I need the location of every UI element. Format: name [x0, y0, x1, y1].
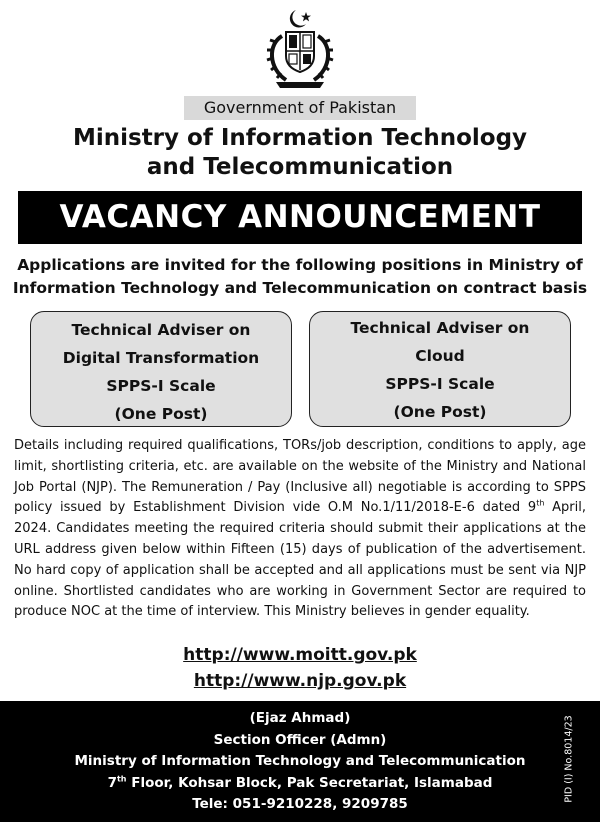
position-count: (One Post) [114, 405, 208, 423]
details-paragraph [14, 436, 586, 623]
position-box-cloud [309, 311, 571, 427]
position-count: (One Post) [393, 403, 487, 421]
position-title-line2: Cloud [415, 347, 465, 365]
details-part1: Details including required qualifications, TORs/job description, conditions to apply, age limit, shortlisting criteria, etc. are available on the website of the Ministry and National Job Portal (NJP). The Remuneration / Pay (Inclusive all) negotiable is according to SPPS policy issued by Establishment Division vide O.M No.1/11/2018-E-6 dated 9 [14, 438, 586, 516]
intro-line2: Information Technology and Telecommunication on contract basis [12, 279, 588, 297]
position-title-line2: Digital Transformation [62, 349, 260, 367]
footer-address [0, 773, 600, 795]
floor-number: 7 [107, 774, 117, 791]
pid-number [560, 703, 578, 815]
footer-contact [0, 701, 600, 822]
pid-text: PID (I) No.8014/23 [563, 715, 575, 803]
vacancy-banner: VACANCY ANNOUNCEMENT [18, 191, 582, 244]
ministry-title [0, 124, 600, 182]
officer-name: (Ejaz Ahmad) [249, 710, 351, 726]
officer-designation: Section Officer (Admn) [213, 731, 387, 748]
ministry-title-line1: Ministry of Information Technology [72, 125, 528, 151]
url-njp-link[interactable]: http://www.njp.gov.pk [193, 671, 407, 691]
intro-line1: Applications are invited for the following positions in Ministry of [17, 256, 583, 274]
position-title-line1: Technical Adviser on [350, 319, 530, 337]
floor-superscript: th [116, 774, 127, 783]
position-box-digital-transformation [30, 311, 292, 427]
position-scale: SPPS-I Scale [385, 375, 495, 393]
state-emblem-icon [262, 6, 338, 90]
ministry-title-line2: and Telecommunication [146, 154, 454, 180]
intro-text [10, 254, 590, 300]
url-moitt-link[interactable]: http://www.moitt.gov.pk [183, 645, 417, 665]
footer-telephone: Tele: 051-9210228, 9209785 [192, 796, 408, 812]
footer-ministry: Ministry of Information Technology and Telecommunication [74, 753, 526, 769]
url-list [0, 642, 600, 694]
details-superscript: th [536, 499, 545, 509]
position-scale: SPPS-I Scale [106, 377, 216, 395]
details-part2: April, 2024. Candidates meeting the required criteria should submit their applications at the URL address given below within Fifteen (15) days of publication of the advertisement. No hard copy of application shall be accepted and all applications must be sent via NJP online. Shortlisted candidates who are working in Government Sector are required to produce NOC at the time of interview. This Ministry believes in gender equality. [14, 500, 586, 620]
address-rest: Floor, Kohsar Block, Pak Secretariat, Islamabad [126, 774, 493, 791]
government-label: Government of Pakistan [184, 96, 416, 120]
position-title-line1: Technical Adviser on [71, 321, 251, 339]
